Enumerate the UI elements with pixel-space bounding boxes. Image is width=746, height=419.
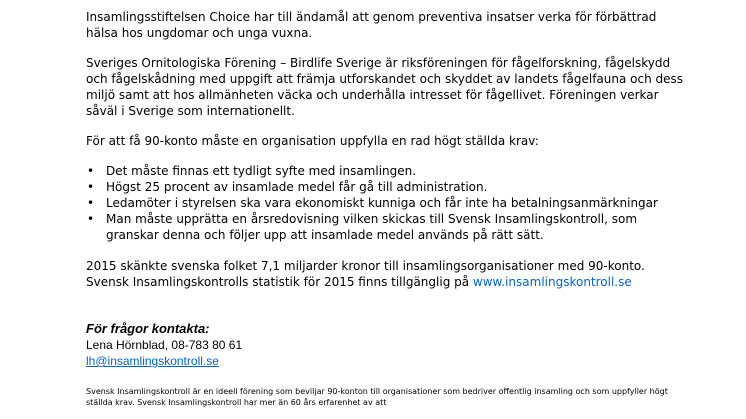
requirement-item: • Man måste upprätta en årsredovisning vilken skickas till Svensk Insamlingskontroll, som granskar denna och följer upp att insamlade medel används på rätt sätt.	[86, 211, 686, 243]
contact-email-line	[86, 353, 686, 369]
insamlingskontroll-website-link[interactable]: www.insamlingskontroll.se	[472, 275, 632, 289]
statistics-paragraph	[86, 258, 686, 290]
requirements-intro: För att få 90-konto måste en organisation uppfylla en rad högt ställda krav:	[86, 134, 539, 148]
contact-email-link[interactable]: lh@insamlingskontroll.se	[86, 354, 219, 368]
requirement-item: • Det måste finnas ett tydligt syfte med insamlingen.	[86, 163, 686, 179]
requirement-item: • Ledamöter i styrelsen ska vara ekonomiskt kunniga och får inte ha betalningsanmärkningar	[86, 195, 686, 211]
press-release-body	[86, 9, 686, 408]
statistics-line-2: Svensk Insamlingskontrolls statistik för 2015 finns tillgänglig på	[86, 275, 473, 289]
section-spacer	[86, 290, 686, 321]
choice-paragraph: Insamlingsstiftelsen Choice har till ändamål att genom preventiva insatser verka för förbättrad hälsa hos ungdomar och unga vuxna.	[86, 10, 657, 40]
requirements-list	[86, 163, 686, 243]
contact-name-phone: Lena Hörnblad, 08-783 80 61	[86, 338, 243, 352]
statistics-line-1: 2015 skänkte svenska folket 7,1 miljarder kronor till insamlingsorganisationer med 90-konto.	[86, 259, 645, 273]
contact-heading: För frågor kontakta:	[86, 321, 210, 336]
footer-note: Svensk Insamlingskontroll är en ideell förening som beviljar 90-konton till organisationer som bedriver offentlig insamling och som uppfyller högt ställda krav. Svensk Insamlingskontroll har mer än 60 års erfarenhet av att	[86, 387, 668, 407]
birdlife-paragraph: Sveriges Ornitologiska Förening – Birdlife Sverige är riksföreningen för fågelforskning, fågelskydd och fågelskådning med uppgift att främja utforskandet och skyddet av landets fågelfauna och dess miljö samt att hos allmänheten väcka och underhålla intresset för fågellivet. Föreningen verkar såväl i Sverige som internationellt.	[86, 56, 684, 118]
requirement-item: • Högst 25 procent av insamlade medel får gå till administration.	[86, 179, 686, 195]
